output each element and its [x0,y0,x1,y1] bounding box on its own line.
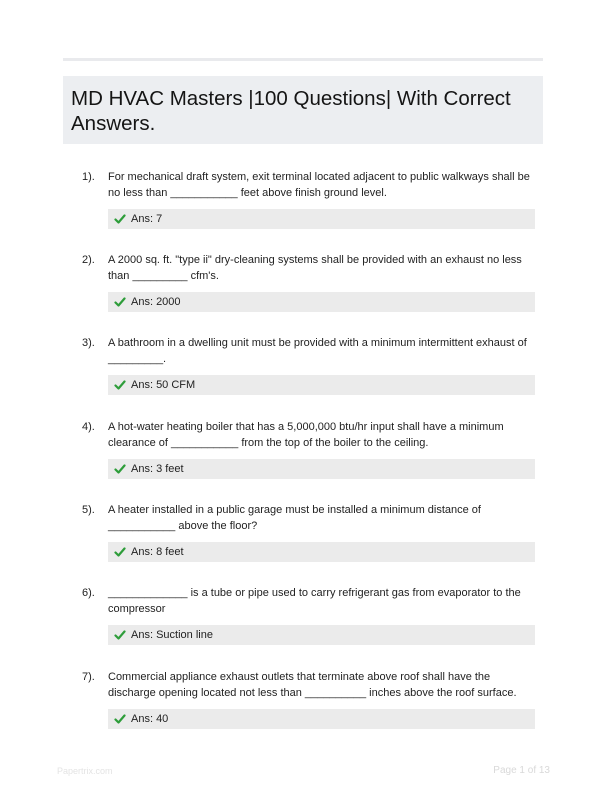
question-number: 5). [82,504,95,516]
question-number: 3). [82,337,95,349]
answer-box [108,459,535,479]
check-icon [114,463,126,475]
question-text: A hot-water heating boiler that has a 5,000,000 btu/hr input shall have a minimum clearance of ___________ from the top of the boiler to the ceiling. [108,421,504,449]
question-number: 4). [82,421,95,433]
footer-site-watermark: Papertrix.com [57,766,113,776]
question-number: 6). [82,587,95,599]
answer-text: Ans: 7 [131,213,163,225]
page-title: MD HVAC Masters |100 Questions| With Correct Answers. [71,87,511,135]
question-number: 7). [82,671,95,683]
answer-text: Ans: 40 [131,713,169,725]
top-divider [63,58,543,61]
answer-text: Ans: Suction line [131,629,213,641]
check-icon [114,296,126,308]
answer-box [108,292,535,312]
answer-box [108,709,535,729]
check-icon [114,379,126,391]
answer-box [108,542,535,562]
question-text: A heater installed in a public garage must be installed a minimum distance of ___________ above the floor? [108,504,481,532]
answer-text: Ans: 2000 [131,296,181,308]
document-title-box [63,76,543,144]
answer-box [108,209,535,229]
question-text: For mechanical draft system, exit terminal located adjacent to public walkways shall be no less than ___________ feet above finish ground level. [108,171,530,199]
check-icon [114,213,126,225]
question-text: _____________ is a tube or pipe used to carry refrigerant gas from evaporator to the compressor [108,587,521,615]
check-icon [114,546,126,558]
question-number: 2). [82,254,95,266]
answer-box [108,625,535,645]
question-text: A bathroom in a dwelling unit must be provided with a minimum intermittent exhaust of _________. [108,337,527,365]
answer-text: Ans: 8 feet [131,546,184,558]
answer-text: Ans: 50 CFM [131,379,196,391]
page-number: Page 1 of 13 [493,765,550,776]
check-icon [114,629,126,641]
question-number: 1). [82,171,95,183]
answer-box [108,375,535,395]
answer-text: Ans: 3 feet [131,463,184,475]
check-icon [114,713,126,725]
question-text: Commercial appliance exhaust outlets that terminate above roof shall have the discharge opening located not less than __________ inches above the roof surface. [108,671,517,699]
question-text: A 2000 sq. ft. "type ii" dry-cleaning systems shall be provided with an exhaust no less than _________ cfm's. [108,254,522,282]
